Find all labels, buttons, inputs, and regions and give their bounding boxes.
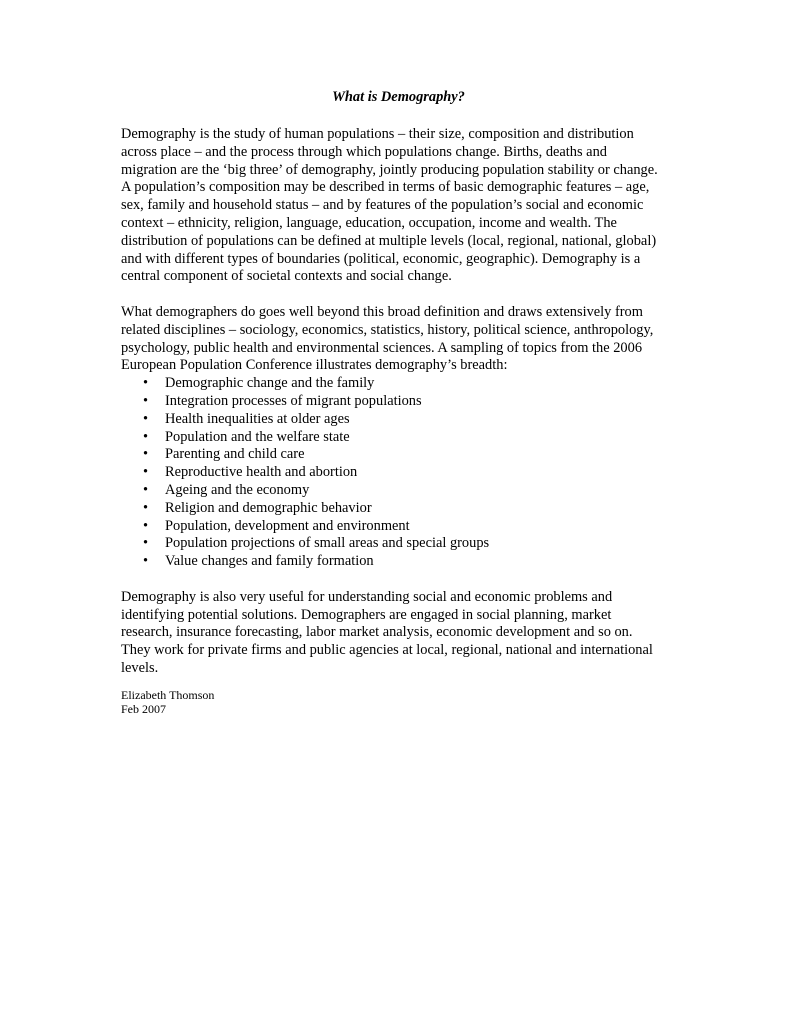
bullet-icon: • <box>143 535 149 552</box>
bullet-icon: • <box>143 446 149 463</box>
topic-label: Integration processes of migrant populations <box>165 392 422 409</box>
bullet-icon: • <box>143 410 149 427</box>
topic-label: Demographic change and the family <box>165 375 375 392</box>
topic-item <box>121 411 676 429</box>
topic-item <box>121 500 676 518</box>
topic-label: Religion and demographic behavior <box>165 499 372 516</box>
topic-item <box>121 553 676 571</box>
paragraph-disciplines: What demographers do goes well beyond this broad definition and draws extensively from related disciplines – sociology, economics, statistics, history, political science, anthropology, psychology, public health and environmental sciences. A sampling of topics from the 2006 European Population Conference illustrates demography’s breadth: <box>121 303 654 374</box>
topic-label: Population projections of small areas and special groups <box>165 535 490 552</box>
bullet-icon: • <box>143 375 149 392</box>
topic-label: Reproductive health and abortion <box>165 464 358 481</box>
topic-item <box>121 393 676 411</box>
paragraph-usefulness: Demography is also very useful for understanding social and economic problems and identifying potential solutions. Demographers are engaged in social planning, market research, insurance forecasting, labor market analysis, economic development and so on. They work for private firms and public agencies at local, regional, national and international levels. <box>121 588 653 676</box>
topic-label: Ageing and the economy <box>165 481 310 498</box>
topic-label: Population, development and environment <box>165 517 410 534</box>
topic-label: Population and the welfare state <box>165 428 350 445</box>
paragraph-definition: Demography is the study of human populations – their size, composition and distribution across place – and the process through which populations change. Births, deaths and migration are the ‘big three’ of demography, jointly producing population stability or change. A population’s composition may be described in terms of basic demographic features – age, sex, family and household status – and by features of the population’s social and economic context – ethnicity, religion, language, education, occupation, income and wealth. The distribution of populations can be defined at multiple levels (local, regional, national, global) and with different types of boundaries (political, economic, geographic). Demography is a central component of societal contexts and social change. <box>121 126 658 285</box>
topic-item <box>121 446 676 464</box>
topic-item <box>121 429 676 447</box>
bullet-icon: • <box>143 499 149 516</box>
topic-label: Value changes and family formation <box>165 553 374 570</box>
document-date: Feb 2007 <box>121 702 166 717</box>
paragraph-spacer <box>121 571 676 589</box>
topic-item <box>121 482 676 500</box>
bullet-icon: • <box>143 481 149 498</box>
bullet-icon: • <box>143 553 149 570</box>
document-title: What is Demography? <box>332 89 465 105</box>
author-name: Elizabeth Thomson <box>121 687 215 702</box>
topic-item <box>121 518 676 536</box>
topic-label: Parenting and child care <box>165 446 305 463</box>
topic-label: Health inequalities at older ages <box>165 410 350 427</box>
paragraph-spacer <box>121 286 676 304</box>
bullet-icon: • <box>143 392 149 409</box>
document-page <box>121 88 676 717</box>
bullet-icon: • <box>143 464 149 481</box>
topic-item <box>121 464 676 482</box>
signature-block <box>121 688 676 717</box>
topic-item <box>121 535 676 553</box>
bullet-icon: • <box>143 517 149 534</box>
bullet-icon: • <box>143 428 149 445</box>
topic-list <box>121 375 676 571</box>
topic-item <box>121 375 676 393</box>
